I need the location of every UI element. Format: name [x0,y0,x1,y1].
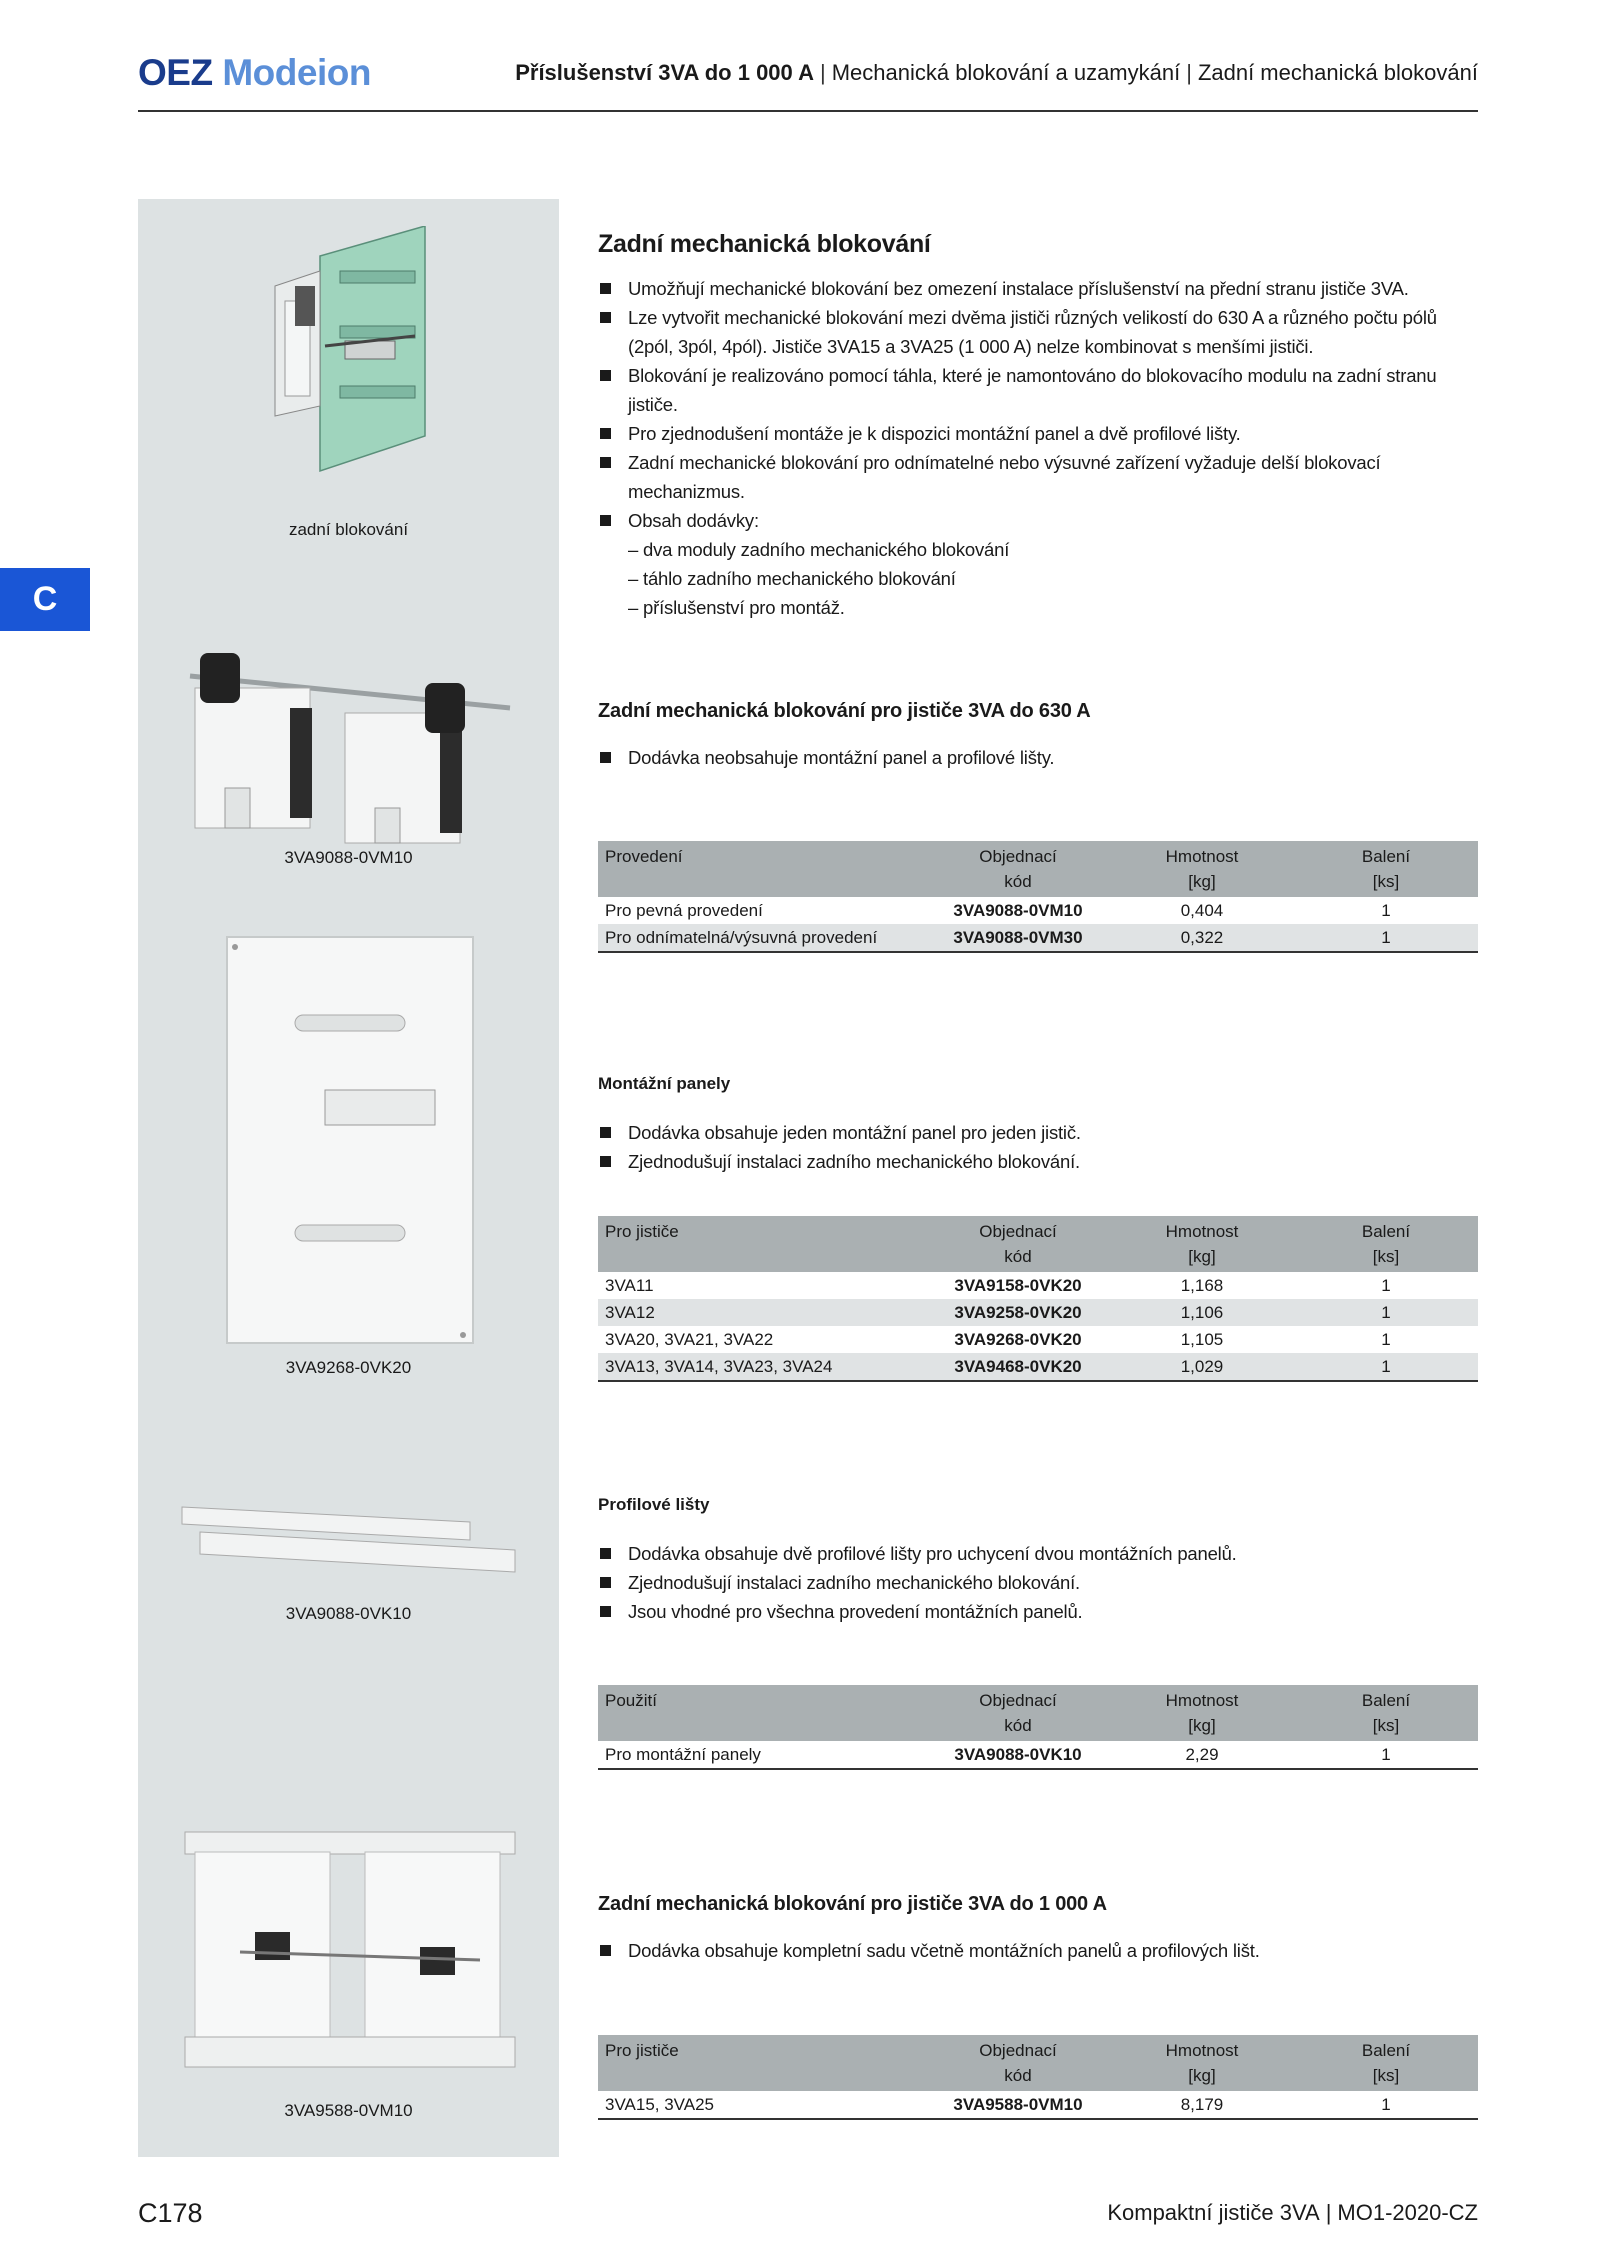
breadcrumb-separator: | [819,60,826,85]
table-cell: 1 [1294,1741,1478,1769]
column-header: Použití [598,1685,926,1741]
feature-list [598,1539,1478,1626]
interlock-modules-illustration [180,648,520,848]
list-item: Umožňují mechanické blokování bez omezení instalace příslušenství na přední stranu jističe 3VA. [598,274,1478,303]
section-mounting-panels [598,1074,1478,1176]
section-title: Montážní panely [598,1074,731,1093]
order-code: 3VA9588-0VM10 [926,2091,1110,2119]
page-number: C178 [138,2198,203,2228]
table-cell: 3VA20, 3VA21, 3VA22 [605,1330,774,1349]
column-header: Hmotnost [kg] [1110,841,1294,897]
full-kit-illustration [180,1822,520,2082]
table-cell: 1 [1294,1353,1478,1381]
table-cell: 8,179 [1110,2091,1294,2119]
breadcrumb-item-3: Zadní mechanická blokování [1197,60,1478,85]
image-caption: 3VA9588-0VM10 [284,2101,413,2120]
section-title: Profilové lišty [598,1495,710,1514]
product-table-rails [598,1685,1478,1770]
table-cell: 3VA15, 3VA25 [598,2091,926,2119]
section-profile-rails [598,1495,1478,1626]
table-cell: Pro montážní panely [598,1741,926,1769]
table-cell: 1 [1294,1299,1478,1326]
list-item: Dodávka obsahuje dvě profilové lišty pro uchycení dvou montážních panelů. [598,1539,1478,1568]
order-code: 3VA9268-0VK20 [954,1330,1082,1349]
order-code: 3VA9468-0VK20 [926,1353,1110,1381]
column-header: Objednací kód [926,1216,1110,1272]
sub-list-item: – dva moduly zadního mechanického blokování [628,539,1010,560]
order-code: 3VA9088-0VK10 [926,1741,1110,1769]
feature-list [598,1936,1478,1965]
breadcrumb-item-2: Mechanická blokování a uzamykání [831,60,1181,85]
image-caption: zadní blokování [288,520,409,539]
table-row [598,1353,1478,1381]
feature-list [598,1118,1478,1176]
list-item: Dodávka neobsahuje montážní panel a profilové lišty. [598,743,1478,772]
table-cell: 0,322 [1110,924,1294,952]
column-header: Hmotnost [kg] [1110,2035,1294,2091]
order-code: 3VA9088-0VM30 [926,924,1110,952]
table-cell: 1,029 [1110,1353,1294,1381]
column-header: Hmotnost [kg] [1110,1216,1294,1272]
column-header: Hmotnost [kg] [1110,1685,1294,1741]
column-header: Balení [ks] [1294,841,1478,897]
table-cell: 2,29 [1110,1741,1294,1769]
brand-logo [138,52,371,94]
table-cell: 1,106 [1110,1299,1294,1326]
feature-list [598,274,1478,622]
column-header: Balení [ks] [1294,1216,1478,1272]
column-header: Objednací kód [926,1685,1110,1741]
product-table-panels [598,1216,1478,1382]
table-cell: Pro odnímatelná/výsuvná provedení [598,924,926,952]
section-1000a [598,1893,1478,1965]
order-code: 3VA9088-0VM10 [953,901,1083,920]
list-item: Pro zjednodušení montáže je k dispozici montážní panel a dvě profilové lišty. [598,419,1478,448]
image-caption: 3VA9088-0VM10 [284,848,413,867]
section-rear-interlocks [598,230,1478,622]
column-header: Objednací kód [926,841,1110,897]
image-caption: 3VA9088-0VK10 [285,1604,412,1623]
table-cell: 1 [1294,924,1478,952]
order-code: 3VA9158-0VK20 [954,1276,1082,1295]
footer-text [1107,2200,1478,2226]
column-header: Objednací kód [926,2035,1110,2091]
column-header: Balení [ks] [1294,2035,1478,2091]
header-divider [138,110,1478,112]
list-item: Zjednodušují instalaci zadního mechanického blokování. [598,1568,1478,1597]
table-cell: 3VA11 [605,1276,654,1295]
section-title: Zadní mechanická blokování pro jističe 3VA do 630 A [598,700,1091,722]
table-cell: 1 [1381,901,1391,920]
breadcrumb-item-1: Příslušenství 3VA do 1 000 A [515,60,814,85]
image-caption: 3VA9268-0VK20 [285,1358,412,1377]
table-cell: 1 [1381,1276,1391,1295]
sub-list-item: – táhlo zadního mechanického blokování [628,568,956,589]
table-row [598,1326,1478,1353]
table-cell: 1,168 [1180,1276,1224,1295]
footer-doc-code: MO1-2020-CZ [1337,2200,1478,2225]
table-row [598,1272,1478,1299]
rear-interlock-illustration [265,226,435,476]
table-cell: Pro pevná provedení [605,901,763,920]
footer-title: Kompaktní jističe 3VA [1107,2200,1320,2225]
product-table-1000a [598,2035,1478,2120]
profile-rails-illustration [180,1502,520,1577]
sub-list-item: – příslušenství pro montáž. [628,597,845,618]
brand-oez: OEZ [138,52,213,93]
feature-list [598,743,1478,772]
table-cell: 1 [1381,1330,1391,1349]
product-table-630a [598,841,1478,953]
table-row [598,897,1478,924]
brand-modeion: Modeion [222,52,371,93]
list-item: Jsou vhodné pro všechna provedení montážních panelů. [598,1597,1478,1626]
column-header: Provedení [598,841,926,897]
table-cell: 3VA13, 3VA14, 3VA23, 3VA24 [598,1353,926,1381]
list-item: Dodávka obsahuje jeden montážní panel pro jeden jistič. [598,1118,1478,1147]
list-item: Blokování je realizováno pomocí táhla, které je namontováno do blokovacího modulu na zadní stranu jističe. [598,361,1478,419]
list-item: Dodávka obsahuje kompletní sadu včetně montážních panelů a profilových lišt. [598,1936,1478,1965]
table-cell: 1,105 [1180,1330,1224,1349]
table-cell: 3VA12 [598,1299,926,1326]
list-item: Lze vytvořit mechanické blokování mezi dvěma jističi různých velikostí do 630 A a různého počtu pólů (2pól, 3pól, 4pól). Jističe 3VA15 a 3VA25 (1 000 A) nelze kombinovat s menšími jističi. [598,303,1478,361]
table-row [598,924,1478,952]
column-header: Pro jističe [598,1216,926,1272]
breadcrumb [515,60,1478,86]
section-630a [598,700,1478,772]
section-title: Zadní mechanická blokování pro jističe 3VA do 1 000 A [598,1893,1107,1915]
chapter-tab: C [0,568,90,631]
list-item: Zadní mechanické blokování pro odnímatelné nebo výsuvné zařízení vyžaduje delší blokovací mechanizmus. [598,448,1478,506]
column-header: Pro jističe [598,2035,926,2091]
list-item: Zjednodušují instalaci zadního mechanického blokování. [598,1147,1478,1176]
column-header: Balení [ks] [1294,1685,1478,1741]
section-title: Zadní mechanická blokování [598,230,931,258]
table-cell: 0,404 [1180,901,1224,920]
breadcrumb-separator: | [1186,60,1192,85]
table-cell: 1 [1294,2091,1478,2119]
list-item: Obsah dodávky: [598,506,1478,535]
order-code: 3VA9258-0VK20 [926,1299,1110,1326]
table-row [598,1299,1478,1326]
footer-separator: | [1325,2200,1332,2225]
mounting-panel-illustration [225,935,475,1345]
table-row [598,1741,1478,1769]
table-row [598,2091,1478,2119]
